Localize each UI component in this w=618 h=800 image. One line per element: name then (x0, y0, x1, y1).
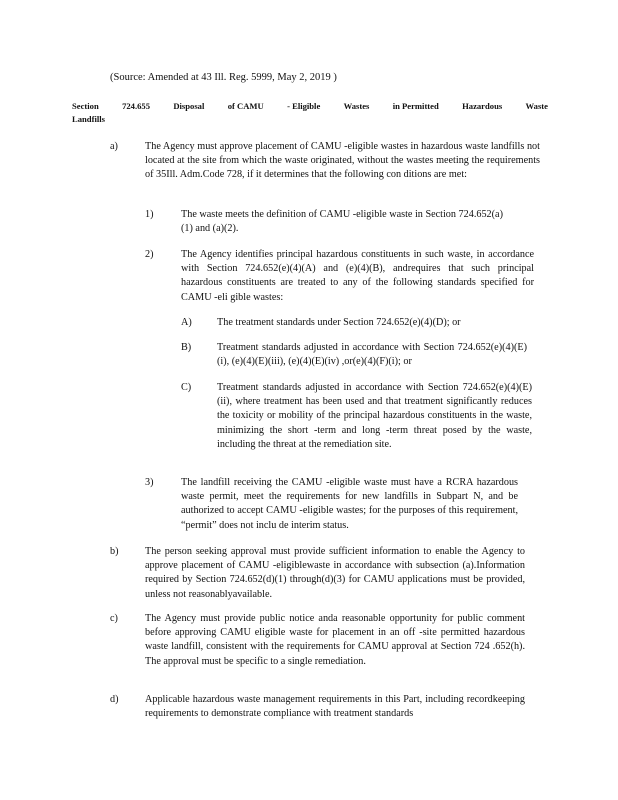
section-heading-word: - Eligible (287, 101, 321, 111)
item-text: Treatment standards adjusted in accordance with Section 724.652(e)(4)(E)(i), (e)(4)(E)(iii), (e)(4)(E)(iv) ,or(e)(4)(F)(i); or (217, 342, 527, 368)
item-text: The Agency must provide public notice anda reasonable opportunity for public comment before approving CAMU eligible waste for placement in an off -site permitted hazardous waste landfill, consistent with the requirements for CAMU approval at Section 724 .652(h). The approval must be specific to a single remediation. (145, 613, 525, 667)
item-label: 2) (145, 249, 154, 260)
item-label: 1) (145, 209, 154, 220)
item-text: Treatment standards adjusted in accordance with Section 724.652(e)(4)(E)(ii), where treatment has been used and that treatment significantly reduces the toxicity or mobility of the principal hazardous constituents in the waste, minimizing the short -term and long -term threat posed by the waste, including the threat at the remediation site. (217, 382, 532, 450)
item-text: The person seeking approval must provide sufficient information to enable the Agency to approve placement of CAMU -eligiblewaste in accordance with subsection (a).Information required by Section 724.652(d)(1) through(d)(3) for CAMU applications must be provided, unless not reasonablyavailable. (145, 546, 525, 600)
section-heading-word: Hazardous (462, 101, 503, 111)
section-heading-word: Disposal (173, 101, 205, 111)
section-heading-word: in Permitted (392, 101, 439, 111)
item-label: C) (181, 382, 192, 393)
item-text: The Agency must approve placement of CAMU -eligible wastes in hazardous waste landfills not located at the site from which the waste originated, without the wastes meeting the requirements of 35Ill. Adm.Code 728, if it determines that the following con ditions are met: (145, 141, 540, 181)
item-label: 3) (145, 477, 154, 488)
item-text: The Agency identifies principal hazardous constituents in such waste, in accordance with Section 724.652(e)(4)(A) and (e)(4)(B), andrequires that such principal hazardous constituents are treated to any of the following standards specified for CAMU -eli gible wastes: (181, 249, 534, 303)
item-label: c) (110, 613, 118, 624)
item-label: b) (110, 546, 119, 557)
section-heading-word: of CAMU (227, 101, 264, 111)
section-heading-word: 724.655 (122, 101, 150, 111)
item-label: a) (110, 141, 118, 152)
section-heading-word: Wastes (343, 101, 370, 111)
section-heading-word: Section (72, 101, 99, 111)
section-heading (72, 101, 548, 111)
item-label: B) (181, 342, 192, 353)
item-label: d) (110, 694, 119, 705)
section-heading-word: Waste (525, 101, 548, 111)
item-text: The landfill receiving the CAMU -eligible waste must have a RCRA hazardous waste permit, meet the requirements for new landfills in Subpart N, and be authorized to accept CAMU -eligible wastes; for the purposes of this requirement, “permit” does not inclu de interim status. (181, 477, 518, 531)
item-label: A) (181, 317, 192, 328)
item-text: The waste meets the definition of CAMU -eligible waste in Section 724.652(a)(1) and (a)(2). (181, 209, 503, 235)
section-heading-last-word: Landfills (72, 114, 105, 124)
item-text: Applicable hazardous waste management requirements in this Part, including recordkeeping requirements to demonstrate compliance with treatment standards (145, 694, 525, 720)
item-text: The treatment standards under Section 724.652(e)(4)(D); or (217, 317, 461, 328)
source-note: (Source: Amended at 43 Ill. Reg. 5999, May 2, 2019 ) (110, 72, 337, 83)
